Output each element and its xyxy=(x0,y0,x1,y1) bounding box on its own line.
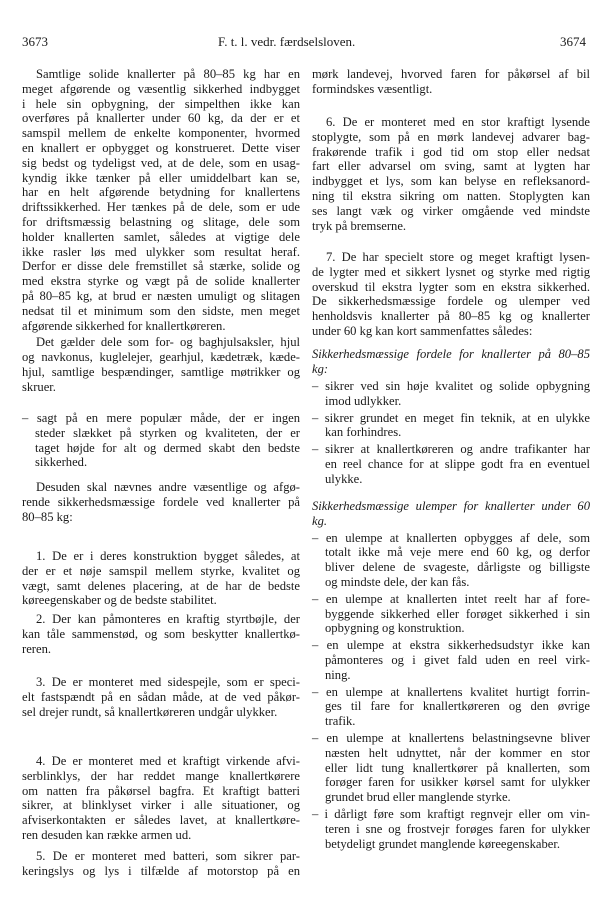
text-line: kg. xyxy=(312,513,328,528)
text-line: samspil mellem de enkelte komponenter, hvormed xyxy=(22,126,300,141)
text-line: for driftsmæssig belastning og slitage, dele som xyxy=(22,214,300,229)
text-line: overskud til ekstra lygter som en ekstra sikkerhed. xyxy=(312,279,590,294)
text-line: grundet brud eller manglende styrke. xyxy=(325,790,511,805)
text-line: ses langt væk og virker omgående ved mindste xyxy=(312,203,590,218)
text-line: steder slækket på styrken og kvaliteten, der er xyxy=(35,425,300,440)
text-line: og mindste dele, der kan fås. xyxy=(325,574,470,589)
text-line: ulykke. xyxy=(325,471,363,486)
bullet-item xyxy=(312,592,590,636)
text-line: – en ulempe at knallertens kvalitet hurtigt forrin- xyxy=(312,684,590,699)
text-line: ning. xyxy=(325,667,351,682)
paragraph xyxy=(22,67,300,333)
text-line: i hele sin opbygning, der simpelthen ikke kan xyxy=(22,96,300,111)
paragraph xyxy=(22,849,300,879)
text-line: – en ulempe at knallerten intet reelt har af fore- xyxy=(312,591,590,606)
paragraph xyxy=(312,115,590,233)
text-line: reren. xyxy=(22,641,52,656)
text-line: forøger faren for usikker kørsel samt for ulykker xyxy=(325,775,590,790)
text-line: skruer. xyxy=(22,379,56,394)
text-line: påmonteres og i givet fald uden en reel virk- xyxy=(325,652,590,667)
text-line: overføres på knallerter under 60 kg, da der er et xyxy=(22,111,300,126)
text-line: serblinklys, der har reddet mange knallertkørere xyxy=(22,768,300,783)
text-line: på 80–85 kg, at brud er næsten umuligt og slitagen xyxy=(22,288,300,303)
bullet-item xyxy=(312,638,590,682)
text-line: opbygning og konstruktion. xyxy=(325,621,465,636)
text-line: sikkerhed. xyxy=(35,455,88,470)
text-line: næsten helt udnyttet, når der kommer en stor xyxy=(325,745,590,760)
bullet-item xyxy=(312,531,590,590)
text-line: kyndig ikke tænker på eller umiddelbart kan se, xyxy=(22,170,300,185)
text-line: tryk på bremserne. xyxy=(312,218,407,233)
paragraph xyxy=(22,335,300,394)
text-line: holder knallerten samlet, således at vigtige dele xyxy=(22,229,300,244)
text-line: – sikrer ved sin høje kvalitet og solide opbygning xyxy=(312,379,590,393)
text-line: vægt, samt delenes placering, at de har de bedste xyxy=(22,578,300,593)
text-line: 1. De er i deres konstruktion bygget således, at xyxy=(36,549,300,563)
text-line: – en ulempe at knallertens belastningsevne bliver xyxy=(312,731,590,745)
text-line: elt fastspændt på en sådan måde, at de ved påkør- xyxy=(22,689,300,704)
text-line: – en ulempe at ekstra sikkerhedsudstyr ikke kan xyxy=(312,638,590,653)
text-line: fart eller advarsel om sving, samt at lygten har xyxy=(312,159,590,174)
text-line: har en helt afgørende betydning for knallertens xyxy=(22,185,300,200)
text-line: 3. De er monteret med sidespejle, som er speci- xyxy=(36,675,300,689)
text-line: 5. De er monteret med batteri, som sikrer par- xyxy=(36,849,300,863)
text-line: med ekstra styrke og vægt på de solide knallerter xyxy=(22,274,300,289)
text-line: om natten fra påkørsel bagfra. Et kraftigt batteri xyxy=(22,783,300,798)
text-line: Derfor er disse dele fremstillet så stærke, solide og xyxy=(22,259,300,274)
text-line: ren desuden kan række armen ud. xyxy=(22,827,192,842)
text-line: imod udlykker. xyxy=(325,393,402,408)
bullet-item xyxy=(312,411,590,441)
text-line: kg: xyxy=(312,361,329,376)
bullet-item xyxy=(22,411,300,470)
text-line: eller lidt tung knallertkører på knallerten, som xyxy=(325,760,590,775)
text-line: – sikrer at knallertkøreren og andre trafikanter har xyxy=(312,442,590,457)
text-line: Desuden skal nævnes andre væsentlige og afgø- xyxy=(36,480,300,494)
text-line: en reel chance for at slippe godt fra en eventuel xyxy=(325,456,590,471)
paragraph xyxy=(312,67,590,97)
text-line: under 60 kg kan kort sammenfattes således: xyxy=(312,323,533,338)
paragraph xyxy=(22,754,300,843)
paragraph xyxy=(312,250,590,339)
text-line: keringslys og lys i tilfælde af motorstop på en xyxy=(22,863,300,878)
section-heading xyxy=(312,347,590,377)
text-line: indbygget et lys, som kan belyse en refleksanord- xyxy=(312,174,590,189)
text-line: 80–85 kg: xyxy=(22,509,73,524)
text-line: mørk landevej, hvorved faren for påkørsel af bil xyxy=(312,67,590,81)
paragraph xyxy=(22,549,300,608)
paragraph xyxy=(22,612,300,656)
bullet-item xyxy=(312,379,590,409)
text-line: formindskes væsentligt. xyxy=(312,81,433,96)
text-line: – sagt på en mere populær måde, der er ingen xyxy=(22,411,300,425)
text-line: 2. Der kan påmonteres en kraftig styrtbøjle, der xyxy=(36,612,300,626)
text-line: ning til ekstra sikring om natten. Stoplygten kan xyxy=(312,188,590,203)
text-line: 6. De er monteret med en stor kraftigt lysende xyxy=(326,115,590,129)
text-line: de lygter med et sikkert lysnet og styrke med rigtig xyxy=(312,264,590,279)
text-line: køreegenskaber og de bedste stabilitet. xyxy=(22,593,217,608)
text-line: meget afgørende og væsentlig sikkerhed indbygget xyxy=(22,81,300,96)
text-line: hjul, samtlige bespændinger, samtlige møtrikker og xyxy=(22,364,300,379)
text-line: driftssikkerhed. Her tænkes på de dele, som er ude xyxy=(22,200,300,215)
text-line: – i dårligt føre som kraftigt regnvejr eller om vin- xyxy=(312,807,590,821)
text-line: – sikrer grundet en meget fin teknik, at en ulykke xyxy=(312,410,590,425)
bullet-item xyxy=(312,731,590,805)
text-line: 7. De har specielt store og meget kraftigt lysen- xyxy=(326,250,590,264)
page-number-left: 3673 xyxy=(22,34,48,49)
text-line: kan tåle sammenstød, og som beskytter knallertkø- xyxy=(22,626,300,641)
section-heading xyxy=(312,499,590,529)
text-line: en knallert er opbygget og konstrueret. Dette viser xyxy=(22,140,300,155)
text-line: sel drejer rundt, så knallertkøreren undgår ulykker. xyxy=(22,704,278,719)
text-line: stoplygte, som på en mørk landevej advarer bag- xyxy=(312,129,590,144)
text-line: ges til fare for knallertkøreren og den øvrige xyxy=(325,699,590,714)
text-line: 4. De er monteret med et kraftigt virkende afvi- xyxy=(36,754,300,768)
page-number-right: 3674 xyxy=(560,34,586,49)
text-line: afviserkontakten er således lavet, at knallertkøre- xyxy=(22,813,300,828)
text-line: teren i sne og frostvejr forøges faren for ulykker xyxy=(325,821,590,836)
text-line: sig bedst og tydeligst ved, at de dele, som en usag- xyxy=(22,155,300,170)
text-line: henholdsvis knallerter på 80–85 kg og knallerter xyxy=(312,309,590,324)
bullet-item xyxy=(312,807,590,851)
text-line: byggende sikkerhed eller forøget sikkerhed i sin xyxy=(325,606,590,621)
text-line: frakørende trafik i god tid om stop eller nedsat xyxy=(312,144,590,159)
text-line: Det gælder dele som for- og baghjulsaksler, hjul xyxy=(36,335,300,350)
text-line: nedsat til et minimum som den sidste, men meget xyxy=(22,303,300,318)
text-line: trafik. xyxy=(325,714,356,729)
bullet-item xyxy=(312,685,590,729)
text-line: Samtlige solide knallerter på 80–85 kg har en xyxy=(36,67,300,81)
paragraph xyxy=(22,675,300,719)
text-line: – en ulempe at knallerten opbygges af dele, som xyxy=(312,530,590,545)
text-line: De sikkerhedsmæssige fordele og ulemper ved xyxy=(312,294,590,309)
text-line: Sikkerhedsmæssige fordele for knallerter på 80–85 xyxy=(312,347,590,361)
text-line: afgørende sikkerhed for knallertkøreren. xyxy=(22,318,226,333)
text-line: Sikkerhedsmæssige ulemper for knallerter under 60 xyxy=(312,499,590,513)
text-line: ikke rasler løs med ulykker som resultat heraf. xyxy=(22,244,300,259)
running-title: F. t. l. vedr. færdselsloven. xyxy=(218,34,356,49)
text-line: sikrer, at blinklyset virker i alle situationer, og xyxy=(22,798,300,813)
text-line: kan forhindres. xyxy=(325,425,402,440)
text-line: rende sikkerhedsmæssige fordele ved knallerter på xyxy=(22,494,300,509)
text-line: og navkonus, kuglelejer, gearhjul, kædetræk, kæde- xyxy=(22,350,300,365)
text-line: taget højde for alt og dermed skabt den bedste xyxy=(35,440,300,455)
bullet-item xyxy=(312,442,590,486)
paragraph xyxy=(22,480,300,524)
text-line: der er et nøje samspil mellem styrke, kvalitet og xyxy=(22,563,300,578)
text-line: bliver delene de svageste, dårligste og billigste xyxy=(325,560,590,575)
text-line: totalt ikke må veje mere end 60 kg, og derfor xyxy=(325,545,590,560)
text-line: betydeligt grundet manglende køreegenskaber. xyxy=(325,836,561,851)
